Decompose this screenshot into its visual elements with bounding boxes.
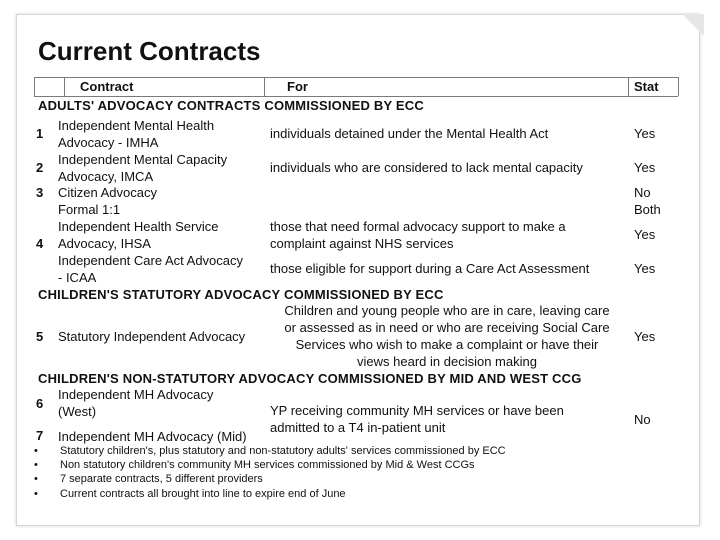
list-item: • Statutory children's, plus statutory and non-statutory adults' services commissioned by ECC — [34, 445, 506, 457]
row-number: 4 — [36, 236, 44, 251]
row-for-line: YP receiving community MH services or have been — [270, 403, 564, 418]
row-number: 2 — [36, 160, 44, 175]
header-for: For — [287, 79, 308, 94]
row-contract-line: Formal 1:1 — [58, 202, 121, 217]
row-for-line: individuals detained under the Mental Health Act — [270, 126, 549, 141]
bullet-icon: • — [34, 488, 38, 500]
row-status: Yes — [634, 160, 656, 175]
header-contract: Contract — [80, 79, 134, 94]
row-contract-line: Independent Care Act Advocacy — [58, 253, 244, 268]
bullet-icon: • — [34, 445, 38, 457]
row-contract-line: Independent MH Advocacy (Mid) — [58, 429, 247, 444]
row-for-line: admitted to a T4 in-patient unit — [270, 420, 446, 435]
row-for-line: or assessed as in need or who are receiving Social Care — [284, 320, 610, 335]
row-for-line: individuals who are considered to lack mental capacity — [270, 160, 583, 175]
list-item: • Current contracts all brought into line to expire end of June — [34, 488, 346, 500]
bullet-icon: • — [34, 473, 38, 485]
list-item: • Non statutory children's community MH services commissioned by Mid & West CCGs — [34, 459, 475, 471]
row-number: 3 — [36, 185, 44, 200]
row-contract-line: (West) — [58, 404, 97, 419]
row-for-line: complaint against NHS services — [270, 236, 454, 251]
section-children-statutory: CHILDREN'S STATUTORY ADVOCACY COMMISSIONED BY ECC — [38, 287, 444, 302]
row-for-line: those eligible for support during a Care Act Assessment — [270, 261, 590, 276]
table-right-border — [678, 77, 679, 96]
row-contract-line: Independent Mental Capacity — [58, 152, 228, 167]
row-number: 7 — [36, 428, 44, 443]
row-status: Both — [634, 202, 661, 217]
row-for-line: those that need formal advocacy support to make a — [270, 219, 566, 234]
row-contract-line: Independent MH Advocacy — [58, 387, 214, 402]
list-item: • 7 separate contracts, 5 different providers — [34, 473, 263, 485]
bullet-icon: • — [34, 459, 38, 471]
header-status: Stat — [634, 79, 659, 94]
row-contract-line: Advocacy, IMCA — [58, 169, 154, 184]
slide-corner-decoration — [682, 14, 704, 36]
section-adults: ADULTS' ADVOCACY CONTRACTS COMMISSIONED BY ECC — [38, 98, 424, 113]
row-status: Yes — [634, 227, 656, 242]
row-contract-line: - ICAA — [58, 270, 97, 285]
row-status: Yes — [634, 261, 656, 276]
row-contract-line: Independent Health Service — [58, 219, 219, 234]
row-number: 1 — [36, 126, 44, 141]
row-contract-line: Independent Mental Health — [58, 118, 215, 133]
row-status: Yes — [634, 329, 656, 344]
row-contract-line: Citizen Advocacy — [58, 185, 157, 200]
row-status: No — [634, 185, 651, 200]
row-status: No — [634, 412, 651, 427]
row-contract-line: Advocacy, IHSA — [58, 236, 151, 251]
row-contract-line: Statutory Independent Advocacy — [58, 329, 246, 344]
row-for-line: Services who wish to make a complaint or have their — [295, 337, 599, 352]
row-number: 6 — [36, 396, 44, 411]
row-for-line: Children and young people who are in care, leaving care — [284, 303, 610, 318]
row-status: Yes — [634, 126, 656, 141]
row-number: 5 — [36, 329, 44, 344]
row-for-line: views heard in decision making — [357, 354, 537, 369]
header-num-divider — [64, 77, 65, 96]
table-left-border — [34, 77, 35, 96]
header-contract-divider — [264, 77, 265, 96]
row-contract-line: Advocacy - IMHA — [58, 135, 159, 150]
header-for-divider — [628, 77, 629, 96]
page-title: Current Contracts — [38, 36, 261, 66]
section-children-non-statutory: CHILDREN'S NON-STATUTORY ADVOCACY COMMISSIONED BY MID AND WEST CCG — [38, 371, 582, 386]
